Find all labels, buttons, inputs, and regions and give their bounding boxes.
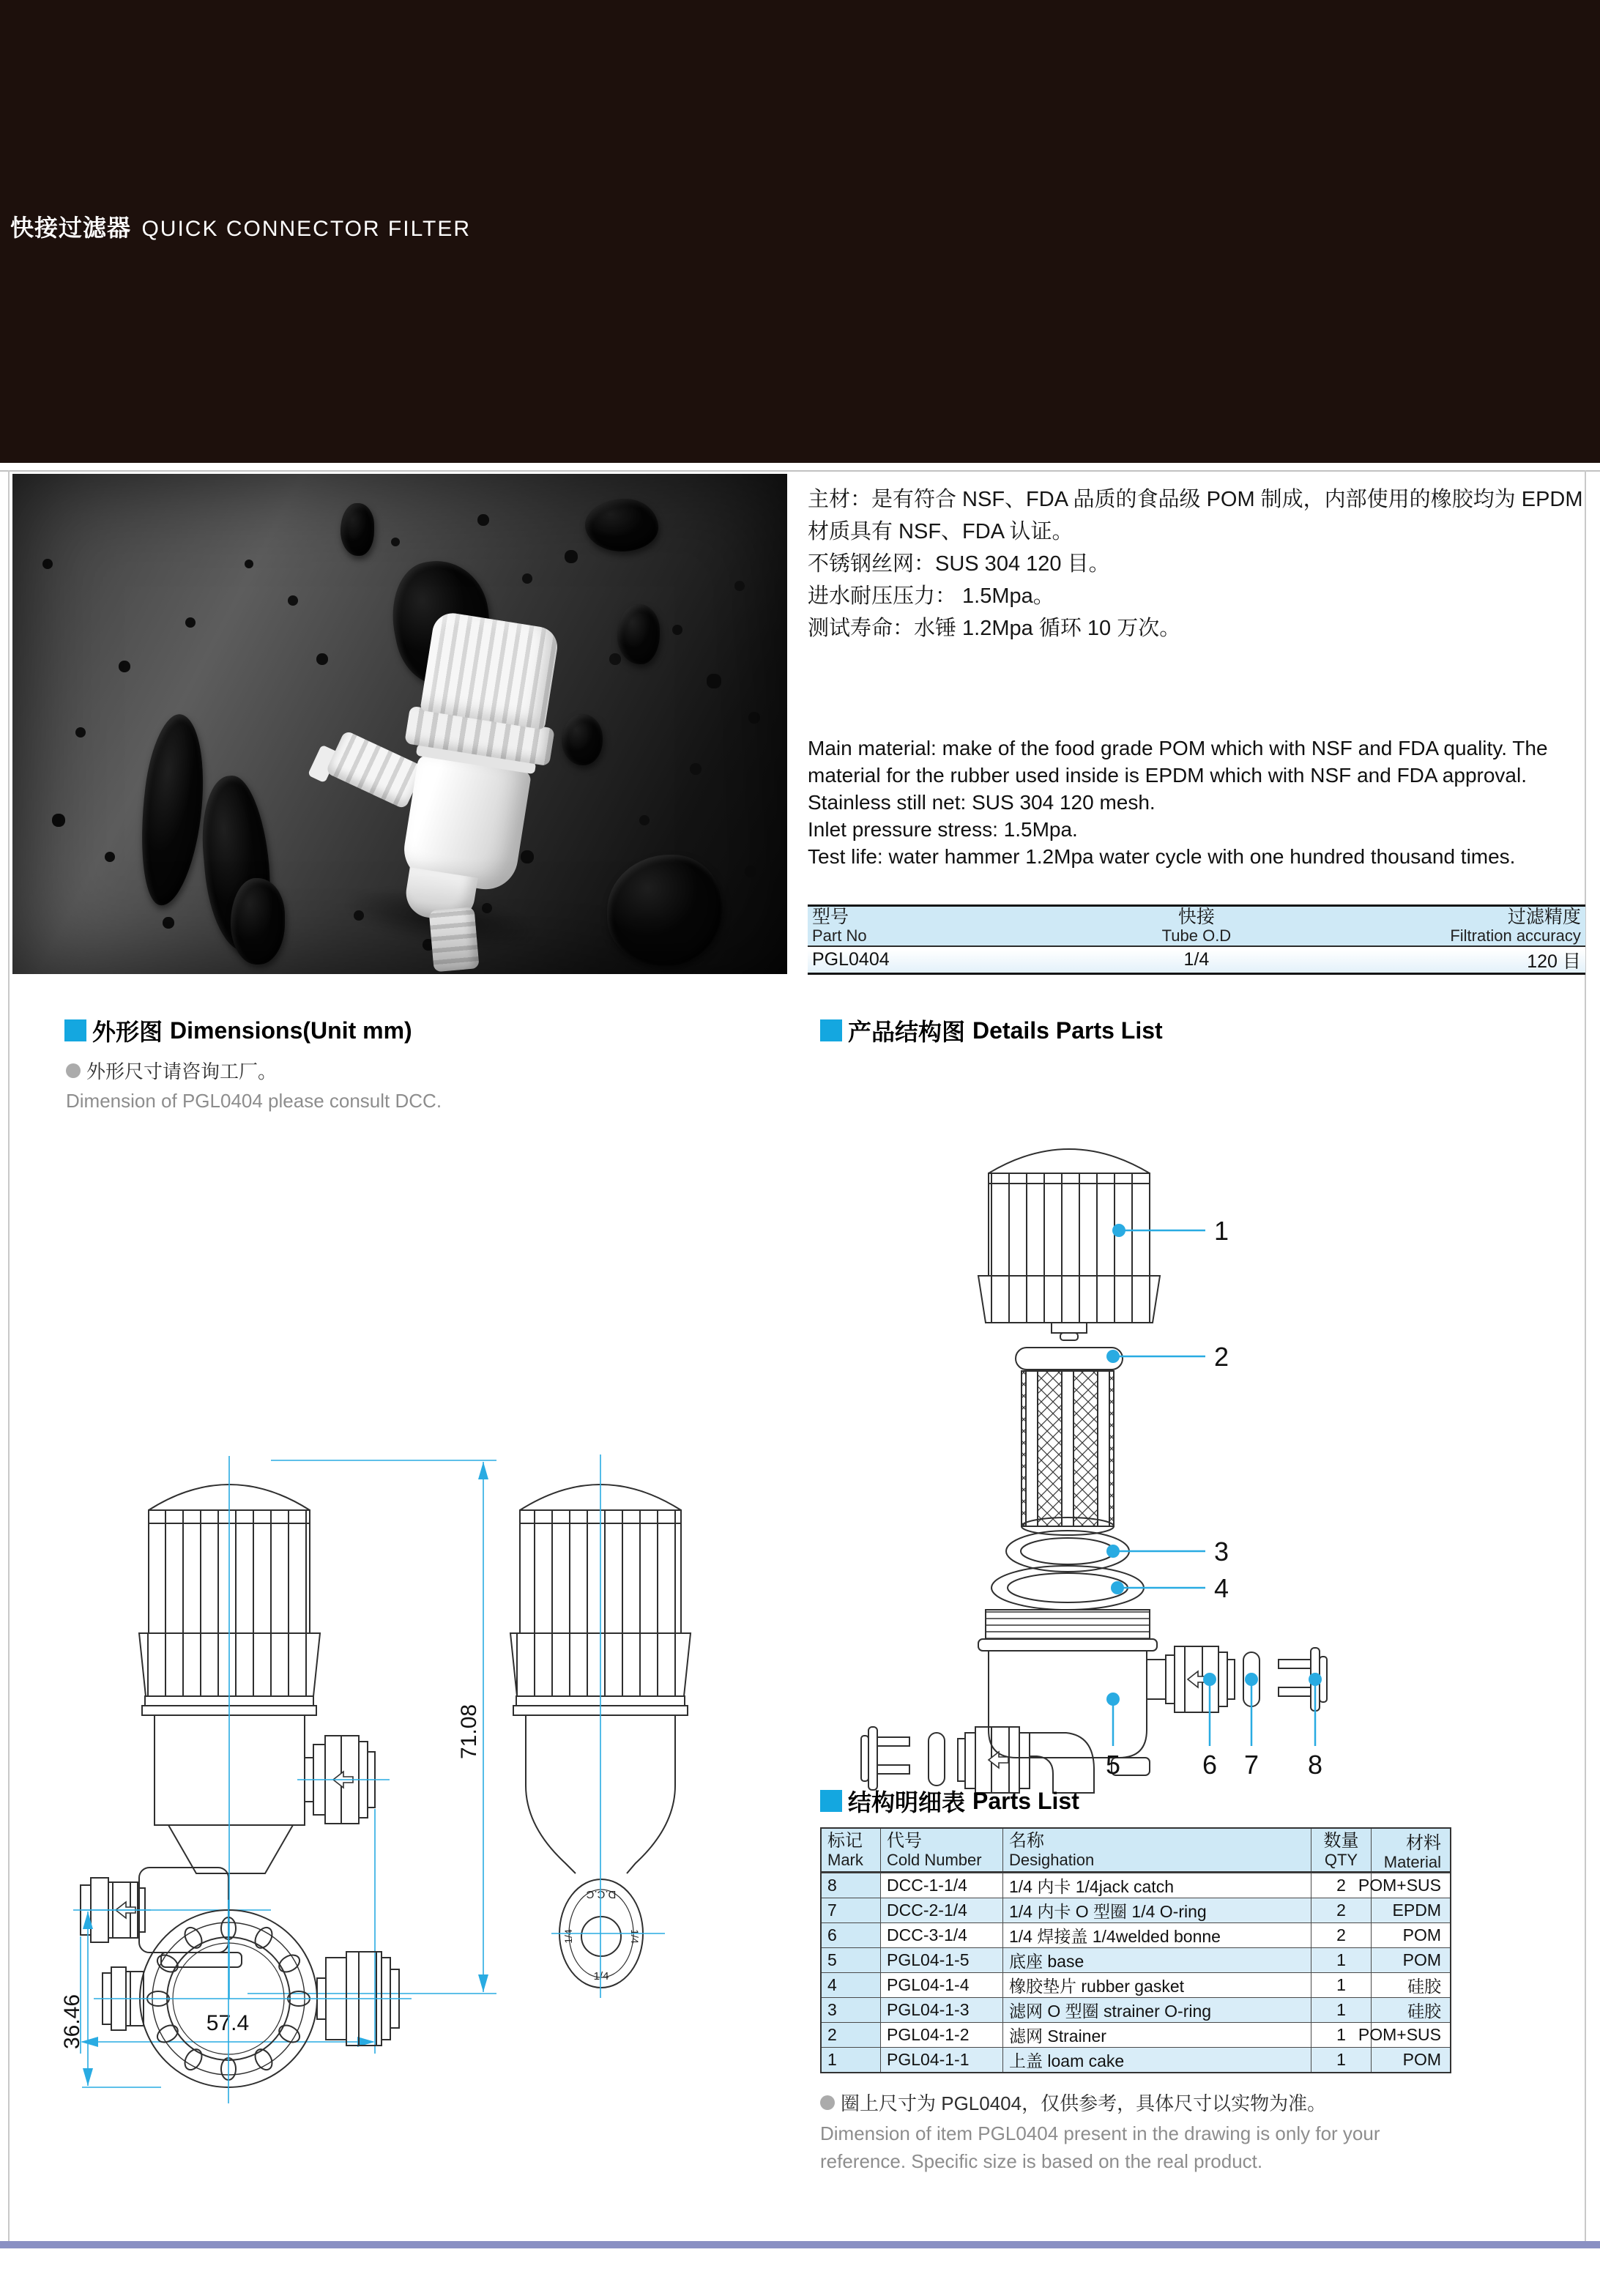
cell-cold-number: PGL04-1-5	[880, 1948, 1002, 1972]
frame-top-rule	[0, 470, 1600, 472]
col-mark	[822, 1829, 880, 1871]
col-cold-number-en: Cold Number	[887, 1850, 982, 1869]
cell-designation: 1/4 内卡 1/4jack catch	[1002, 1873, 1311, 1898]
section-title-parts-list-zh: 结构明细表	[848, 1789, 966, 1816]
dimension-note-en: Dimension of PGL0404 please consult DCC.	[66, 1090, 442, 1112]
label-size-text: 1/4	[593, 1970, 609, 1983]
cell-qty: 1	[1311, 1948, 1371, 1972]
product-photo	[12, 474, 787, 974]
spec-col-partno-zh: 型号	[812, 907, 849, 927]
cell-designation: 底座 base	[1002, 1948, 1311, 1972]
part-welded-bonnet	[1166, 1646, 1235, 1712]
intro-zh-line: 不锈钢丝网：SUS 304 120 目。	[808, 552, 1110, 576]
cell-mark: 6	[822, 1923, 880, 1947]
section-title-parts-list	[820, 1784, 1079, 1818]
bullet-icon	[820, 2095, 835, 2110]
parts-table-row	[822, 1873, 1450, 1898]
callout-number: 1	[1214, 1216, 1229, 1246]
section-title-dimensions-en: Dimensions(Unit mm)	[170, 1017, 412, 1044]
product-neck-ring	[416, 744, 536, 774]
cell-mark: 2	[822, 2023, 880, 2047]
cell-material: POM+SUS	[1371, 2023, 1447, 2047]
col-material-en: Material	[1383, 1853, 1441, 1871]
callout-number: 8	[1307, 1750, 1323, 1780]
spec-value-partno: PGL0404	[812, 949, 890, 970]
parts-table-row	[822, 1972, 1450, 1997]
callout-number: 4	[1214, 1573, 1229, 1603]
intro-paragraph-en	[808, 735, 1585, 870]
col-qty	[1311, 1829, 1371, 1871]
cell-material: EPDM	[1371, 1898, 1447, 1922]
callout-number: 7	[1243, 1750, 1259, 1780]
product-side-connector	[325, 730, 425, 810]
water-blob	[562, 714, 603, 765]
section-title-parts-en: Details Parts List	[972, 1017, 1163, 1044]
page-title-zh: 快接过滤器	[10, 215, 132, 241]
part-strainer	[1016, 1348, 1123, 1535]
water-blob	[585, 499, 658, 551]
cell-material: 硅胶	[1371, 1973, 1447, 1997]
bullet-icon	[66, 1063, 81, 1078]
dim-width-value: 57.4	[206, 2011, 250, 2035]
parts-table-row	[822, 1898, 1450, 1922]
part-oring-capsule-2	[929, 1733, 945, 1786]
intro-en-line: Test life: water hammer 1.2Mpa water cycle with one hundred thousand times.	[808, 845, 1516, 868]
parts-table-row	[822, 1947, 1450, 1972]
col-designation-zh: 名称	[1009, 1830, 1044, 1851]
section-marker-icon	[64, 1019, 86, 1041]
cell-qty: 1	[1311, 1998, 1371, 2022]
top-banner	[0, 0, 1600, 463]
page-title	[10, 209, 471, 243]
parts-list-table	[820, 1827, 1451, 2073]
cell-cold-number: PGL04-1-4	[880, 1973, 1002, 1997]
cell-material: 硅胶	[1371, 1998, 1447, 2022]
cell-qty: 1	[1311, 1973, 1371, 1997]
col-mark-en: Mark	[827, 1850, 863, 1869]
dim-height-value: 71.08	[457, 1704, 481, 1759]
intro-zh-line: 主材：是有符合 NSF、FDA 品质的食品级 POM 制成，内部使用的橡胶均为 EPDM	[808, 488, 1583, 511]
col-designation-en: Desighation	[1009, 1850, 1095, 1869]
parts-note-zh-text: 圈上尺寸为 PGL0404，仅供参考，具体尺寸以实物为准。	[841, 2092, 1327, 2114]
cell-designation: 1/4 焊接盖 1/4welded bonne	[1002, 1923, 1311, 1947]
spec-value-tubeod: 1/4	[1183, 949, 1210, 970]
callout-number: 6	[1202, 1750, 1218, 1780]
spec-value-filtration: 120 目	[1527, 951, 1581, 972]
parts-note-en-line2: reference. Specific size is based on the real product.	[820, 2150, 1263, 2172]
footer-accent-bar	[0, 2241, 1600, 2248]
callout-number: 5	[1105, 1750, 1121, 1780]
cell-cold-number: PGL04-1-2	[880, 2023, 1002, 2047]
section-title-parts-zh: 产品结构图	[848, 1019, 966, 1045]
cell-cold-number: PGL04-1-3	[880, 1998, 1002, 2022]
spec-col-partno	[812, 909, 1068, 943]
water-blob	[231, 878, 285, 965]
cell-material: POM	[1371, 1948, 1447, 1972]
spec-col-filtration-zh: 过滤精度	[1507, 907, 1581, 927]
cell-cold-number: DCC-2-1/4	[880, 1898, 1002, 1922]
spec-col-filtration-en: Filtration accuracy	[1450, 926, 1581, 945]
intro-en-line: material for the rubber used inside is EPDM which with NSF and FDA approval.	[808, 764, 1527, 787]
section-title-dimensions	[64, 1014, 412, 1047]
callout-number: 2	[1214, 1342, 1229, 1372]
cell-mark: 8	[822, 1873, 880, 1898]
cell-mark: 3	[822, 1998, 880, 2022]
frame-left-rule	[8, 470, 10, 2243]
col-qty-zh: 数量	[1323, 1830, 1359, 1851]
cell-cold-number: PGL04-1-1	[880, 2048, 1002, 2072]
cell-qty: 1	[1311, 2048, 1371, 2072]
intro-zh-line: 进水耐压压力： 1.5Mpa。	[808, 584, 1054, 608]
water-blob	[607, 855, 723, 966]
parts-table-row	[822, 1997, 1450, 2022]
product-shadow	[339, 878, 543, 959]
col-mark-zh: 标记	[827, 1830, 863, 1851]
spec-table-header	[808, 904, 1585, 947]
intro-en-line: Main material: make of the food grade POM which with NSF and FDA quality. The	[808, 737, 1548, 759]
water-droplets	[12, 474, 17, 478]
section-title-parts-list-en: Parts List	[972, 1787, 1079, 1814]
cell-qty: 2	[1311, 1923, 1371, 1947]
section-marker-icon	[820, 1019, 842, 1041]
product-cap	[420, 610, 560, 729]
dimension-note-zh	[66, 1057, 277, 1084]
water-blob	[617, 604, 660, 664]
col-cold-number	[880, 1829, 1002, 1871]
section-title-parts-diagram	[820, 1014, 1163, 1047]
cell-material: POM	[1371, 1923, 1447, 1947]
col-qty-en: QTY	[1324, 1850, 1358, 1869]
parts-table-row	[822, 2022, 1450, 2047]
spec-col-tubeod	[1068, 909, 1325, 943]
parts-table-row	[822, 2047, 1450, 2072]
front-view-drawing	[81, 1485, 375, 1967]
label-size-text: 1/4	[562, 1929, 574, 1944]
spec-col-filtration	[1325, 909, 1581, 943]
spec-table	[808, 904, 1585, 975]
dimension-drawing	[51, 1392, 784, 2164]
cell-designation: 1/4 内卡 O 型圈 1/4 O-ring	[1002, 1898, 1311, 1922]
section-title-dimensions-zh: 外形图	[92, 1019, 163, 1045]
parts-table-header	[822, 1829, 1450, 1873]
label-size-text: 1/4	[629, 1929, 641, 1944]
intro-en-line: Inlet pressure stress: 1.5Mpa.	[808, 818, 1078, 841]
intro-paragraph-zh	[808, 483, 1585, 644]
intro-zh-line: 材质具有 NSF、FDA 认证。	[808, 520, 1074, 543]
cell-mark: 7	[822, 1898, 880, 1922]
parts-table-row	[822, 1922, 1450, 1947]
product-bottom-connector	[429, 907, 480, 972]
cell-designation: 滤网 O 型圈 strainer O-ring	[1002, 1998, 1311, 2022]
cell-qty: 2	[1311, 1873, 1371, 1898]
col-material	[1371, 1829, 1447, 1871]
cell-cold-number: DCC-1-1/4	[880, 1873, 1002, 1898]
callout-number: 3	[1214, 1537, 1229, 1567]
cell-designation: 上盖 loam cake	[1002, 2048, 1311, 2072]
cell-material: POM+SUS	[1371, 1873, 1447, 1898]
product-body	[400, 754, 532, 893]
water-blob	[197, 773, 277, 954]
filter-product-photo	[318, 600, 608, 963]
cell-mark: 1	[822, 2048, 880, 2072]
water-blob	[382, 551, 502, 692]
col-designation	[1002, 1829, 1311, 1871]
label-brand-text: D.C.C	[586, 1888, 617, 1901]
cell-qty: 1	[1311, 2023, 1371, 2047]
parts-note-en-line1: Dimension of item PGL0404 present in the drawing is only for your	[820, 2122, 1380, 2144]
spec-table-row	[808, 947, 1585, 975]
part-jack-catch-2	[861, 1727, 909, 1790]
page-title-en: QUICK CONNECTOR FILTER	[141, 217, 472, 241]
part-top-cap	[978, 1149, 1160, 1340]
cell-designation: 滤网 Strainer	[1002, 2023, 1311, 2047]
cell-mark: 4	[822, 1973, 880, 1997]
col-cold-number-zh: 代号	[887, 1830, 922, 1851]
section-marker-icon	[820, 1790, 842, 1812]
water-blob	[131, 711, 212, 909]
product-side-connector-tip	[308, 745, 339, 784]
spec-col-partno-en: Part No	[812, 926, 867, 945]
cell-material: POM	[1371, 2048, 1447, 2072]
dimension-note-zh-text: 外形尺寸请咨询工厂。	[86, 1060, 278, 1082]
intro-zh-line: 测试寿命：水锤 1.2Mpa 循环 10 万次。	[808, 617, 1181, 640]
cell-qty: 2	[1311, 1898, 1371, 1922]
cell-designation: 橡胶垫片 rubber gasket	[1002, 1973, 1311, 1997]
col-material-zh: 材料	[1406, 1833, 1441, 1853]
cell-mark: 5	[822, 1948, 880, 1972]
exploded-parts-drawing	[842, 1062, 1600, 1794]
dim-depth-value: 36.46	[60, 1994, 84, 2049]
part-elbow-connector	[958, 1727, 1094, 1793]
spec-col-tubeod-zh: 快接	[1177, 907, 1215, 927]
water-blob	[341, 503, 374, 556]
intro-en-line: Stainless still net: SUS 304 120 mesh.	[808, 791, 1156, 814]
product-collar	[404, 706, 555, 767]
parts-note-zh	[820, 2089, 1326, 2116]
spec-col-tubeod-en: Tube O.D	[1161, 926, 1232, 945]
product-elbow	[403, 867, 478, 924]
cell-cold-number: DCC-3-1/4	[880, 1923, 1002, 1947]
